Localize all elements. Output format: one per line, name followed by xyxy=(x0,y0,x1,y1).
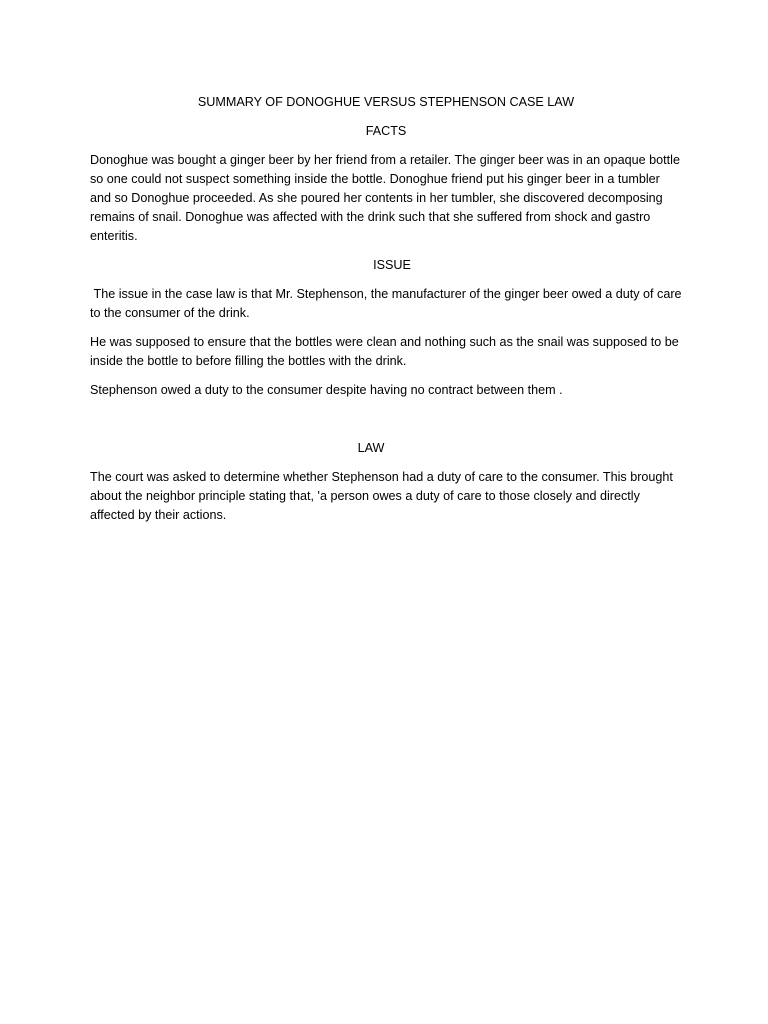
issue-paragraph: Stephenson owed a duty to the consumer despite having no contract between them . xyxy=(90,383,563,397)
document-title: SUMMARY OF DONOGHUE VERSUS STEPHENSON CASE LAW xyxy=(197,95,575,109)
facts-heading: FACTS xyxy=(365,124,407,138)
issue-paragraph: He was supposed to ensure that the bottles were clean and nothing such as the snail was supposed to be inside the bottle to before filling the bottles with the drink. xyxy=(90,335,679,368)
issue-heading: ISSUE xyxy=(373,258,411,272)
document-body xyxy=(90,93,686,535)
law-paragraph: The court was asked to determine whether Stephenson had a duty of care to the consumer. This brought about the neighbor principle stating that, 'a person owes a duty of care to those closely and directly affected by their actions. xyxy=(90,470,673,522)
blank-line xyxy=(90,410,682,439)
facts-paragraph: Donoghue was bought a ginger beer by her friend from a retailer. The ginger beer was in an opaque bottle so one could not suspect something inside the bottle. Donoghue friend put his ginger beer in a tumbler and so Donoghue proceeded. As she poured her contents in her tumbler, she discovered decomposing remains of snail. Donoghue was affected with the drink such that she suffered from shock and gastro enteritis. xyxy=(90,153,680,243)
law-heading: LAW xyxy=(357,441,385,455)
issue-paragraph: The issue in the case law is that Mr. Stephenson, the manufacturer of the ginger beer owed a duty of care to the consumer of the drink. xyxy=(90,287,686,320)
